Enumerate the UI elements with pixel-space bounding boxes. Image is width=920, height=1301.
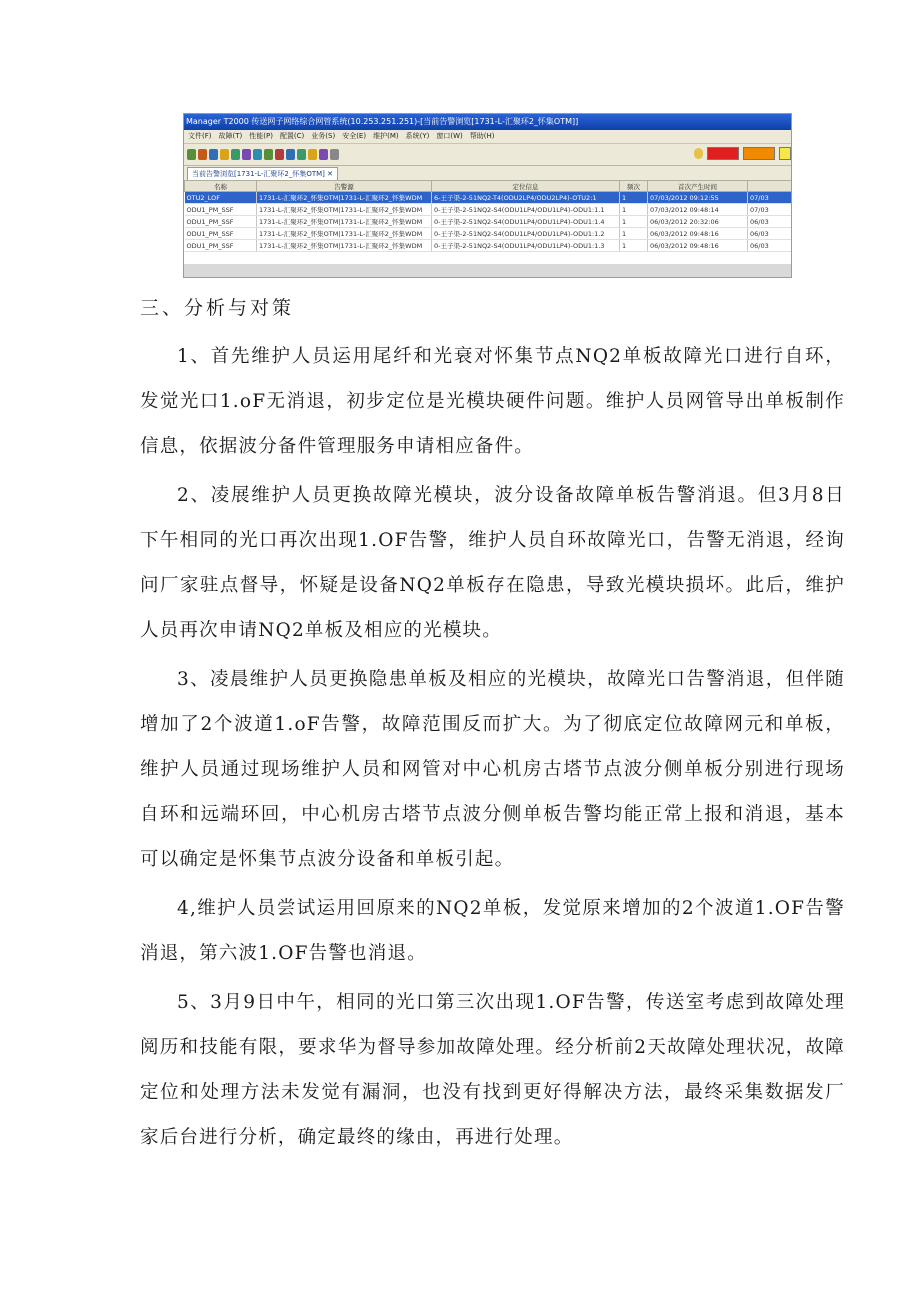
alarm-frequency: 1 xyxy=(620,240,648,252)
help-icon[interactable] xyxy=(319,149,328,160)
paragraph: 1、首先维护人员运用尾纤和光衰对怀集节点NQ2单板故障光口进行自环，发觉光口1.oF无消退，初步定位是光模块硬件问题。维护人员网管导出单板制作信息，依据波分备件管理服务申请相应备件。 xyxy=(140,346,845,457)
alarm-first-time: 06/03/2012 09:48:16 xyxy=(648,240,748,252)
alarm-frequency: 1 xyxy=(620,216,648,228)
alarm-browser-screenshot xyxy=(183,113,792,278)
column-header[interactable]: 告警源 xyxy=(257,181,432,192)
critical-alarm-indicator[interactable] xyxy=(707,147,739,160)
column-header[interactable]: 首次产生时间 xyxy=(648,181,748,192)
filter-icon[interactable] xyxy=(275,149,284,160)
alarm-last-time: 07/03 xyxy=(748,204,792,216)
column-header[interactable]: 频次 xyxy=(620,181,648,192)
table-row[interactable] xyxy=(185,240,792,252)
table-row[interactable] xyxy=(185,192,792,204)
alarm-last-time: 06/03 xyxy=(748,216,792,228)
alarm-location: 0-王子渠-2-51NQ2-S4(ODU1LP4/ODU1LP4)-ODU1:1.2 xyxy=(432,228,620,240)
table-empty-area xyxy=(184,252,791,264)
alarm-source: 1731-L-汇聚环2_怀集OTM|1731-L-汇聚环2_怀集WDM xyxy=(257,240,432,252)
paragraph: 2、凌展维护人员更换故障光模块，波分设备故障单板告警消退。但3月8日下午相同的光口再次出现1.OF告警，维护人员自环故障光口，告警无消退，经询问厂家驻点督导，怀疑是设备NQ2单板存在隐患，导致光模块损坏。此后，维护人员再次申请NQ2单板及相应的光模块。 xyxy=(140,485,845,641)
performance-icon[interactable] xyxy=(209,149,218,160)
alarm-source: 1731-L-汇聚环2_怀集OTM|1731-L-汇聚环2_怀集WDM xyxy=(257,204,432,216)
alarm-location: 0-王子渠-2-51NQ2-S4(ODU1LP4/ODU1LP4)-ODU1:1.4 xyxy=(432,216,620,228)
column-header[interactable]: 名称 xyxy=(185,181,257,192)
alarm-first-time: 06/03/2012 09:48:16 xyxy=(648,228,748,240)
menu-item[interactable]: 配置(C) xyxy=(279,132,305,140)
document-body xyxy=(140,290,845,1164)
topology-icon[interactable] xyxy=(187,149,196,160)
network-icon[interactable] xyxy=(253,149,262,160)
tab-current-alarms[interactable] xyxy=(187,167,338,180)
table-header xyxy=(185,181,792,192)
menu-bar xyxy=(184,130,791,143)
major-alarm-indicator[interactable] xyxy=(743,147,775,160)
menu-item[interactable]: 故障(T) xyxy=(218,132,243,140)
alarm-last-time: 06/03 xyxy=(748,240,792,252)
alarm-location: 0-王子渠-2-51NQ2-S4(ODU1LP4/ODU1LP4)-ODU1:1.3 xyxy=(432,240,620,252)
alarm-first-time: 07/03/2012 09:48:14 xyxy=(648,204,748,216)
sync-icon[interactable] xyxy=(286,149,295,160)
section-heading: 三、分析与对策 xyxy=(140,297,295,319)
alarm-name: ODU1_PM_SSF xyxy=(185,240,257,252)
paragraph: 5、3月9日中午，相同的光口第三次出现1.OF告警，传送室考虑到故障处理阅历和技能有限，要求华为督导参加故障处理。经分析前2天故障处理状况，故障定位和处理方法未发觉有漏洞，也没有找到更好得解决方法，最终采集数据发厂家后台进行分析，确定最终的缘由，再进行处理。 xyxy=(140,992,845,1148)
paragraph: 3、凌晨维护人员更换隐患单板及相应的光模块，故障光口告警消退，但伴随增加了2个波道1.oF告警，故障范围反而扩大。为了彻底定位故障网元和单板，维护人员通过现场维护人员和网管对中心机房古塔节点波分侧单板分别进行现场自环和远端环回，中心机房古塔节点波分侧单板告警均能正常上报和消退，基本可以确定是怀集节点波分设备和单板引起。 xyxy=(140,669,845,870)
export-icon[interactable] xyxy=(297,149,306,160)
window-title: Manager T2000 传送网子网络综合网管系统(10.253.251.251)-[当前告警浏览[1731-L-汇聚环2_怀集OTM]] xyxy=(184,114,791,130)
minor-alarm-indicator[interactable] xyxy=(779,147,791,160)
tab-bar xyxy=(184,166,791,180)
security-icon[interactable] xyxy=(242,149,251,160)
column-header[interactable]: 定位信息 xyxy=(432,181,620,192)
table-row[interactable] xyxy=(185,204,792,216)
menu-item[interactable]: 维护(M) xyxy=(373,132,399,140)
alarm-icon[interactable] xyxy=(198,149,207,160)
table-row[interactable] xyxy=(185,216,792,228)
alarm-first-time: 07/03/2012 09:12:55 xyxy=(648,192,748,204)
table-row[interactable] xyxy=(185,228,792,240)
menu-item[interactable]: 性能(P) xyxy=(249,132,273,140)
alarm-name: ODU1_PM_SSF xyxy=(185,228,257,240)
print-icon[interactable] xyxy=(308,149,317,160)
menu-item[interactable]: 系统(Y) xyxy=(405,132,430,140)
menu-item[interactable]: 帮助(H) xyxy=(469,132,495,140)
alarm-table xyxy=(184,180,792,252)
search-icon[interactable] xyxy=(330,149,339,160)
alarm-source: 1731-L-汇聚环2_怀集OTM|1731-L-汇聚环2_怀集WDM xyxy=(257,192,432,204)
alarm-source: 1731-L-汇聚环2_怀集OTM|1731-L-汇聚环2_怀集WDM xyxy=(257,216,432,228)
alarm-first-time: 06/03/2012 20:32:06 xyxy=(648,216,748,228)
alarm-frequency: 1 xyxy=(620,228,648,240)
toolbar xyxy=(184,143,791,166)
refresh-icon[interactable] xyxy=(264,149,273,160)
alarm-last-time: 06/03 xyxy=(748,228,792,240)
tab-label: 当前告警浏览[1731-L-汇聚环2_怀集OTM] xyxy=(192,170,325,178)
config-icon[interactable] xyxy=(220,149,229,160)
alarm-name: OTU2_LOF xyxy=(185,192,257,204)
close-icon[interactable]: ✕ xyxy=(327,170,333,178)
alarm-location: 6-王子渠-2-51NQ2-T4(ODU2LP4/ODU2LP4)-OTU2:1 xyxy=(432,192,620,204)
column-header[interactable] xyxy=(748,181,792,192)
bell-icon[interactable] xyxy=(694,148,703,159)
alarm-name: ODU1_PM_SSF xyxy=(185,216,257,228)
alarm-frequency: 1 xyxy=(620,204,648,216)
alarm-location: 0-王子渠-2-51NQ2-S4(ODU1LP4/ODU1LP4)-ODU1:1.1 xyxy=(432,204,620,216)
alarm-source: 1731-L-汇聚环2_怀集OTM|1731-L-汇聚环2_怀集WDM xyxy=(257,228,432,240)
paragraph: 4,维护人员尝试运用回原来的NQ2单板，发觉原来增加的2个波道1.OF告警消退，第六波1.OF告警也消退。 xyxy=(140,898,845,964)
alarm-name: ODU1_PM_SSF xyxy=(185,204,257,216)
menu-item[interactable]: 安全(E) xyxy=(342,132,367,140)
menu-item[interactable]: 业务(S) xyxy=(311,132,336,140)
alarm-last-time: 07/03 xyxy=(748,192,792,204)
menu-item[interactable]: 窗口(W) xyxy=(436,132,463,140)
alarm-severity-panel xyxy=(694,147,791,160)
service-icon[interactable] xyxy=(231,149,240,160)
alarm-frequency: 1 xyxy=(620,192,648,204)
menu-item[interactable]: 文件(F) xyxy=(188,132,212,140)
